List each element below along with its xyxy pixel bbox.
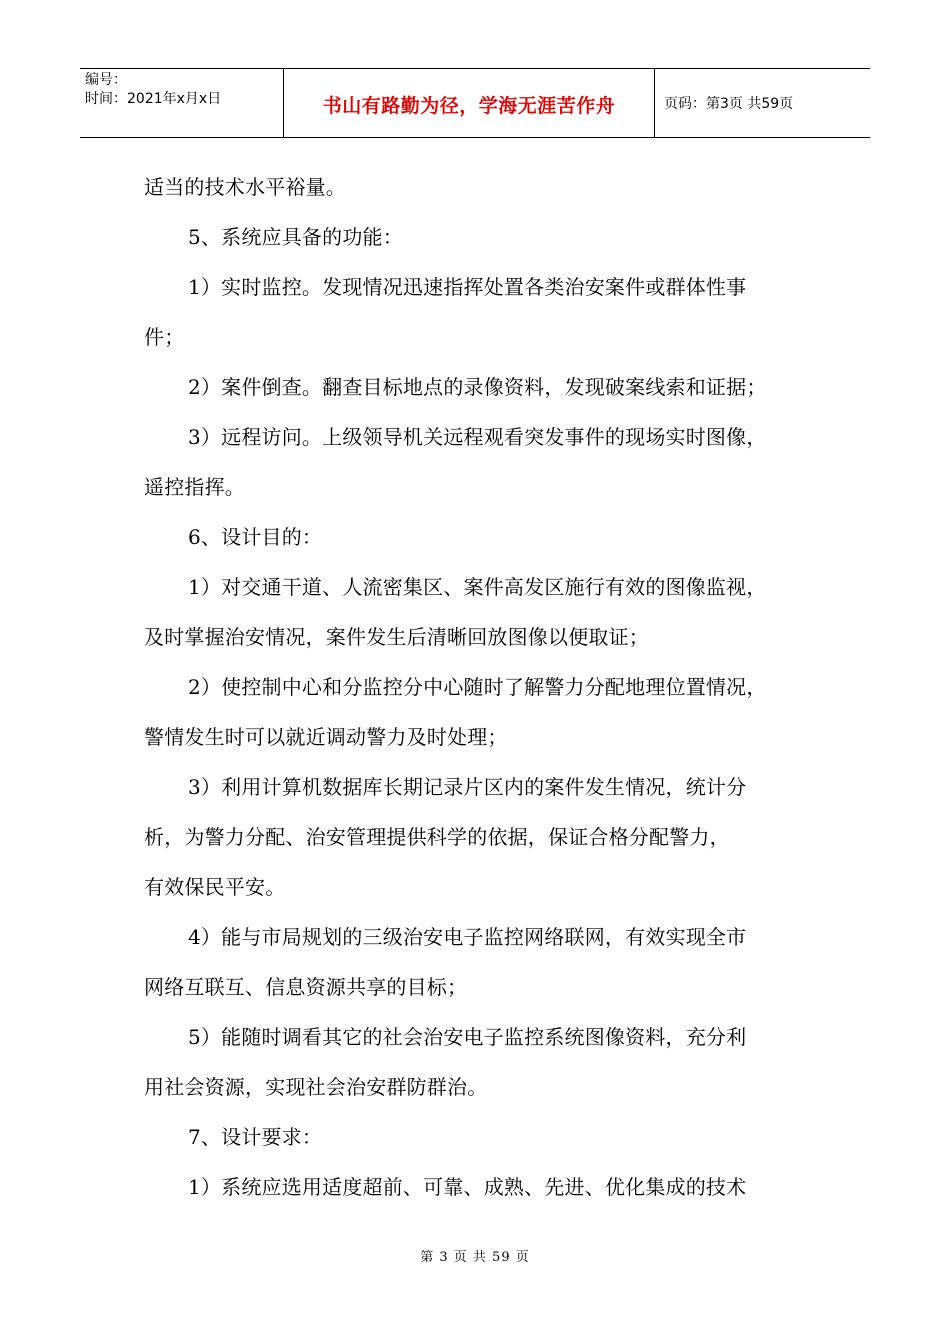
body-line: 1）系统应选用适度超前、可靠、成熟、先进、优化集成的技术 xyxy=(188,1175,747,1199)
page-header xyxy=(80,68,870,138)
body-line: 用社会资源，实现社会治安群防群治。 xyxy=(144,1075,488,1099)
body-line: 5）能随时调看其它的社会治安电子监控系统图像资料，充分利 xyxy=(188,1025,747,1049)
body-line: 适当的技术水平裕量。 xyxy=(144,175,346,199)
body-line: 2）使控制中心和分监控分中心随时了解警力分配地理位置情况， xyxy=(188,675,767,699)
body-line: 件； xyxy=(144,325,185,349)
section-heading: 5、系统应具备的功能： xyxy=(188,225,403,249)
body-line: 2）案件倒查。翻查目标地点的录像资料，发现破案线索和证据； xyxy=(188,375,767,399)
body-line: 及时掌握治安情况，案件发生后清晰回放图像以便取证； xyxy=(144,625,649,649)
body-line: 3）利用计算机数据库长期记录片区内的案件发生情况，统计分 xyxy=(188,775,747,799)
body-line: 析，为警力分配、治安管理提供科学的依据，保证合格分配警力， xyxy=(144,825,730,849)
body-line: 3）远程访问。上级领导机关远程观看突发事件的现场实时图像， xyxy=(188,425,767,449)
body-line: 有效保民平安。 xyxy=(144,875,286,899)
section-heading: 6、设计目的： xyxy=(188,525,323,549)
body-line: 1）对交通干道、人流密集区、案件高发区施行有效的图像监视， xyxy=(188,575,767,599)
section-heading: 7、设计要求： xyxy=(188,1125,323,1149)
body-line: 1）实时监控。发现情况迅速指挥处置各类治安案件或群体性事 xyxy=(188,275,747,299)
body-line: 遥控指挥。 xyxy=(144,475,245,499)
document-body xyxy=(144,162,824,1212)
body-line: 警情发生时可以就近调动警力及时处理； xyxy=(144,725,508,749)
document-number-label: 编号： xyxy=(85,72,127,88)
body-line: 网络互联互、信息资源共享的目标； xyxy=(144,975,468,999)
page-footer: 第 3 页 共 59 页 xyxy=(420,1250,530,1265)
body-line: 4）能与市局规划的三级治安电子监控网络联网，有效实现全市 xyxy=(188,925,747,949)
header-motto-cell xyxy=(283,69,655,137)
document-date: 时间：2021年x月x日 xyxy=(85,91,222,107)
header-page-info: 页码：第3页 共59页 xyxy=(664,96,794,112)
header-motto: 书山有路勤为径，学海无涯苦作舟 xyxy=(322,95,616,117)
header-meta xyxy=(80,69,283,137)
